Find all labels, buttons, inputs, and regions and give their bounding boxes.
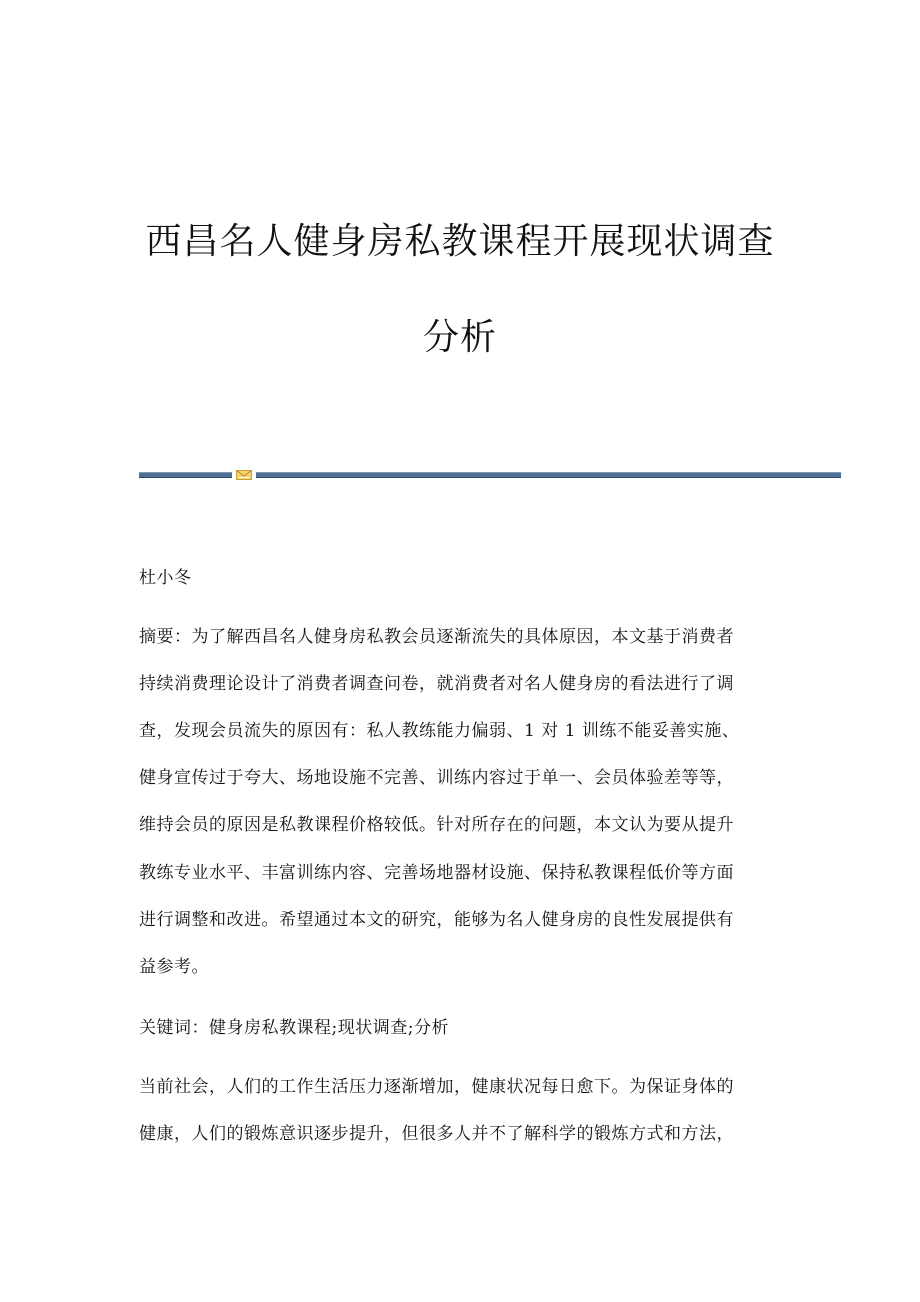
keywords-line: 关键词：健身房私教课程;现状调查;分析 <box>139 1018 449 1038</box>
document-title-line-1: 西昌名人健身房私教课程开展现状调查 <box>145 221 775 262</box>
abstract-line: 健身宣传过于夸大、场地设施不完善、训练内容过于单一、会员体验差等等， <box>139 768 734 788</box>
author-name: 杜小冬 <box>139 568 192 588</box>
abstract-line: 维持会员的原因是私教课程价格较低。针对所存在的问题，本文认为要从提升 <box>139 815 734 835</box>
divider-bar-left <box>139 472 232 478</box>
title-divider <box>139 470 841 480</box>
abstract-line: 摘要：为了解西昌名人健身房私教会员逐渐流失的具体原因，本文基于消费者 <box>139 627 734 647</box>
envelope-icon <box>236 470 252 480</box>
body-line: 健康，人们的锻炼意识逐步提升，但很多人并不了解科学的锻炼方式和方法， <box>139 1124 734 1144</box>
abstract-line: 持续消费理论设计了消费者调查问卷，就消费者对名人健身房的看法进行了调 <box>139 674 734 694</box>
abstract-line: 教练专业水平、丰富训练内容、完善场地器材设施、保持私教课程低价等方面 <box>139 863 734 883</box>
abstract-line: 查，发现会员流失的原因有：私人教练能力偏弱、1 对 1 训练不能妥善实施、 <box>139 721 740 741</box>
abstract-line: 进行调整和改进。希望通过本文的研究，能够为名人健身房的良性发展提供有 <box>139 910 734 930</box>
divider-bar-right <box>256 472 841 478</box>
document-title-line-2: 分析 <box>422 317 497 358</box>
abstract-line: 益参考。 <box>139 957 209 977</box>
body-line: 当前社会，人们的工作生活压力逐渐增加，健康状况每日愈下。为保证身体的 <box>139 1077 734 1097</box>
